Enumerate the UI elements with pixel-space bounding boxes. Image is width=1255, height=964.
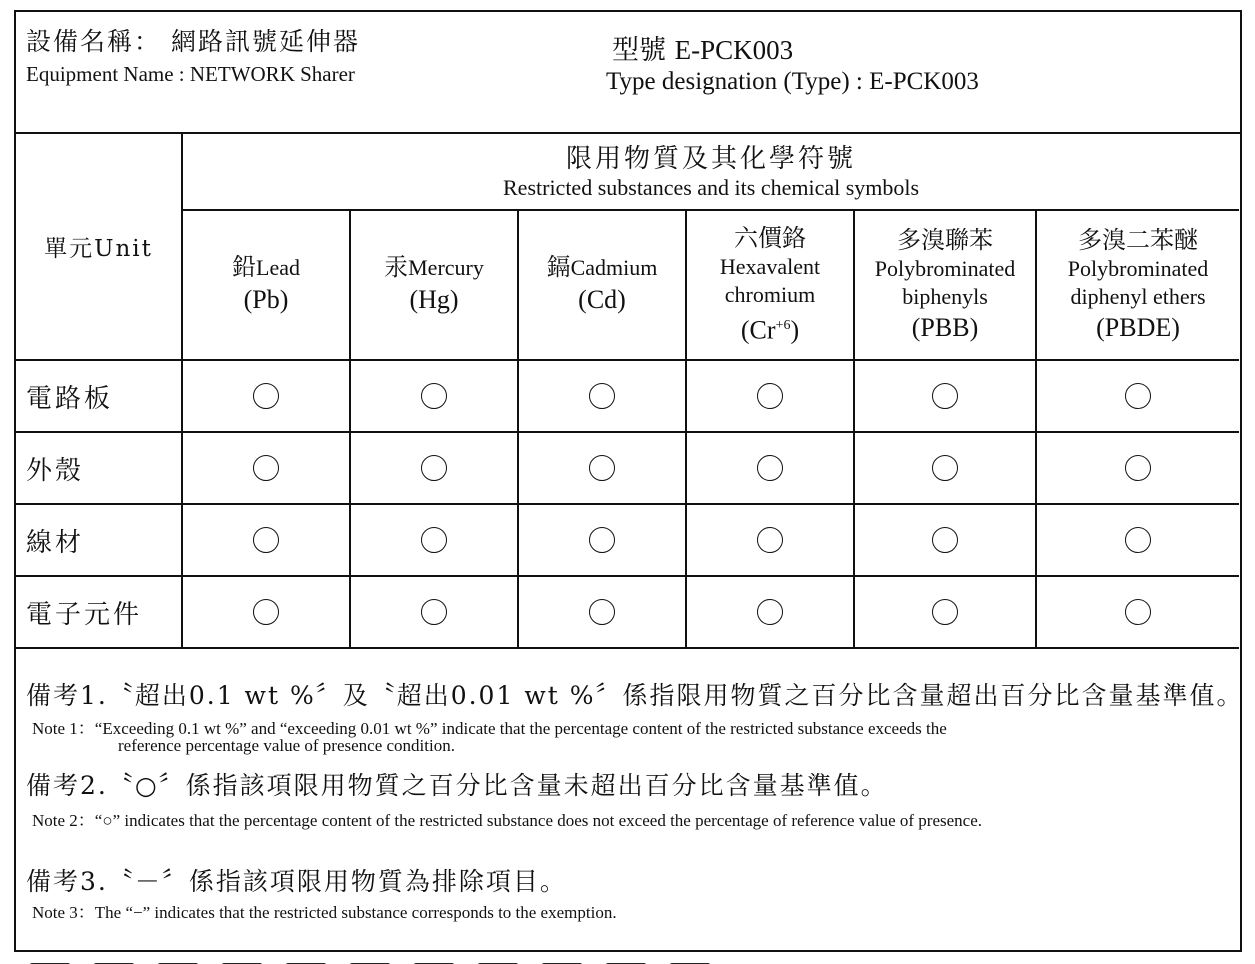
substance-symbol	[687, 309, 853, 348]
presence-cell	[854, 360, 1036, 432]
restricted-substances-table	[16, 134, 1239, 649]
circle-mark-icon	[932, 455, 958, 481]
remarks-section	[16, 648, 1244, 950]
substance-symbol: (Cd)	[578, 285, 626, 314]
substance-en: Polybrominated biphenyls	[874, 256, 1016, 309]
substance-zh: 六價鉻	[734, 223, 806, 252]
note-3-en: Note 3：The “−” indicates that the restricted substance corresponds to the exemption.	[32, 903, 617, 922]
table-row	[16, 360, 1239, 432]
substance-header-pbde	[1036, 210, 1239, 360]
presence-cell	[686, 504, 854, 576]
circle-mark-icon	[421, 455, 447, 481]
presence-cell	[518, 504, 686, 576]
presence-cell	[350, 432, 518, 504]
type-designation-zh	[612, 28, 793, 67]
substance-en: Polybrominated diphenyl ethers	[1067, 256, 1209, 309]
table-row	[16, 576, 1239, 648]
presence-cell	[1036, 360, 1239, 432]
circle-mark-icon	[1125, 383, 1151, 409]
type-label-zh: 型號	[612, 35, 666, 66]
unit-label: 電子元件	[16, 576, 182, 648]
symbol-end: )	[790, 315, 800, 345]
substance-header-cadmium	[518, 210, 686, 360]
unit-column-header: 單元Unit	[16, 134, 182, 360]
presence-cell	[182, 360, 350, 432]
presence-cell	[518, 576, 686, 648]
substance-symbol: (PBB)	[911, 313, 979, 342]
circle-mark-icon	[932, 599, 958, 625]
symbol-superscript: +6	[775, 317, 791, 333]
presence-cell	[854, 576, 1036, 648]
presence-cell	[350, 576, 518, 648]
circle-mark-icon	[757, 455, 783, 481]
note-3-zh: 備考3.〝－〞係指該項限用物質為排除項目。	[26, 867, 567, 896]
presence-cell	[518, 360, 686, 432]
presence-cell	[182, 432, 350, 504]
presence-cell	[518, 432, 686, 504]
presence-cell	[686, 432, 854, 504]
note-1-en-continued: reference percentage value of presence condition.	[118, 736, 455, 755]
restricted-header-zh: 限用物質及其化學符號	[566, 143, 857, 174]
table-row	[16, 504, 1239, 576]
circle-mark-icon	[589, 527, 615, 553]
presence-cell	[686, 360, 854, 432]
circle-mark-icon	[421, 527, 447, 553]
substance-en: Cadmium	[570, 255, 658, 280]
circle-mark-icon	[421, 599, 447, 625]
table-row	[16, 432, 1239, 504]
note-2-zh: 備考2.〝○〞係指該項限用物質之百分比含量未超出百分比含量基準值。	[26, 771, 888, 800]
circle-mark-icon	[1125, 527, 1151, 553]
presence-cell	[182, 576, 350, 648]
note-1-en: Note 1：“Exceeding 0.1 wt %” and “exceeding 0.01 wt %” indicate that the percentage content of the restricted substance exceeds the	[32, 719, 947, 738]
note-2-en: Note 2：“○” indicates that the percentage content of the restricted substance does not exceed the percentage of reference value of presence.	[32, 811, 982, 830]
circle-mark-icon	[932, 527, 958, 553]
substance-symbol: (PBDE)	[1096, 313, 1180, 342]
substance-header-pbb	[854, 210, 1036, 360]
type-value: E-PCK003	[674, 35, 794, 65]
circle-mark-icon	[253, 527, 279, 553]
substance-en: Hexavalent chromium	[719, 253, 821, 307]
equipment-name-en: Equipment Name : NETWORK Sharer	[26, 62, 355, 86]
symbol-base: (Cr	[740, 315, 776, 345]
unit-label: 電路板	[16, 360, 182, 432]
presence-cell	[1036, 504, 1239, 576]
presence-cell	[182, 504, 350, 576]
circle-mark-icon	[589, 599, 615, 625]
circle-mark-icon	[932, 383, 958, 409]
circle-mark-icon	[757, 599, 783, 625]
substance-header-hexavalent-chromium	[686, 210, 854, 360]
circle-mark-icon	[1125, 599, 1151, 625]
presence-cell	[350, 504, 518, 576]
note-1-zh: 備考1.〝超出0.1 wt %〞及〝超出0.01 wt %〞係指限用物質之百分比含量超出百分比含量基準值。	[26, 681, 1244, 710]
substance-zh: 鎘	[546, 255, 571, 281]
presence-cell	[350, 360, 518, 432]
substance-zh: 汞	[384, 255, 409, 281]
restricted-header-en: Restricted substances and its chemical symbols	[503, 174, 920, 200]
circle-mark-icon	[757, 383, 783, 409]
substance-zh: 多溴聯苯	[897, 226, 993, 254]
circle-mark-icon	[589, 383, 615, 409]
substance-zh: 多溴二苯醚	[1078, 226, 1199, 254]
circle-mark-icon	[253, 383, 279, 409]
substance-header-mercury	[350, 210, 518, 360]
type-designation-en: Type designation (Type) : E-PCK003	[606, 68, 979, 95]
circle-mark-icon	[589, 455, 615, 481]
presence-cell	[854, 504, 1036, 576]
rohs-declaration-form	[14, 10, 1242, 952]
circle-mark-icon	[757, 527, 783, 553]
presence-cell	[854, 432, 1036, 504]
presence-cell	[1036, 576, 1239, 648]
substance-header-lead	[182, 210, 350, 360]
form-header	[16, 12, 1240, 134]
presence-cell	[1036, 432, 1239, 504]
circle-mark-icon	[1125, 455, 1151, 481]
substance-zh: 鉛	[232, 255, 257, 281]
presence-cell	[686, 576, 854, 648]
substance-en: Lead	[256, 255, 300, 280]
circle-mark-icon	[253, 455, 279, 481]
cropped-text-line	[30, 954, 790, 964]
substance-symbol: (Pb)	[243, 285, 289, 314]
circle-mark-icon	[253, 599, 279, 625]
unit-label: 線材	[16, 504, 182, 576]
equipment-name-zh: 設備名稱： 網路訊號延伸器	[26, 27, 360, 56]
substance-symbol: (Hg)	[409, 285, 459, 314]
substance-en: Mercury	[408, 255, 484, 280]
restricted-substances-header	[182, 134, 1239, 210]
unit-label: 外殼	[16, 432, 182, 504]
circle-mark-icon	[421, 383, 447, 409]
